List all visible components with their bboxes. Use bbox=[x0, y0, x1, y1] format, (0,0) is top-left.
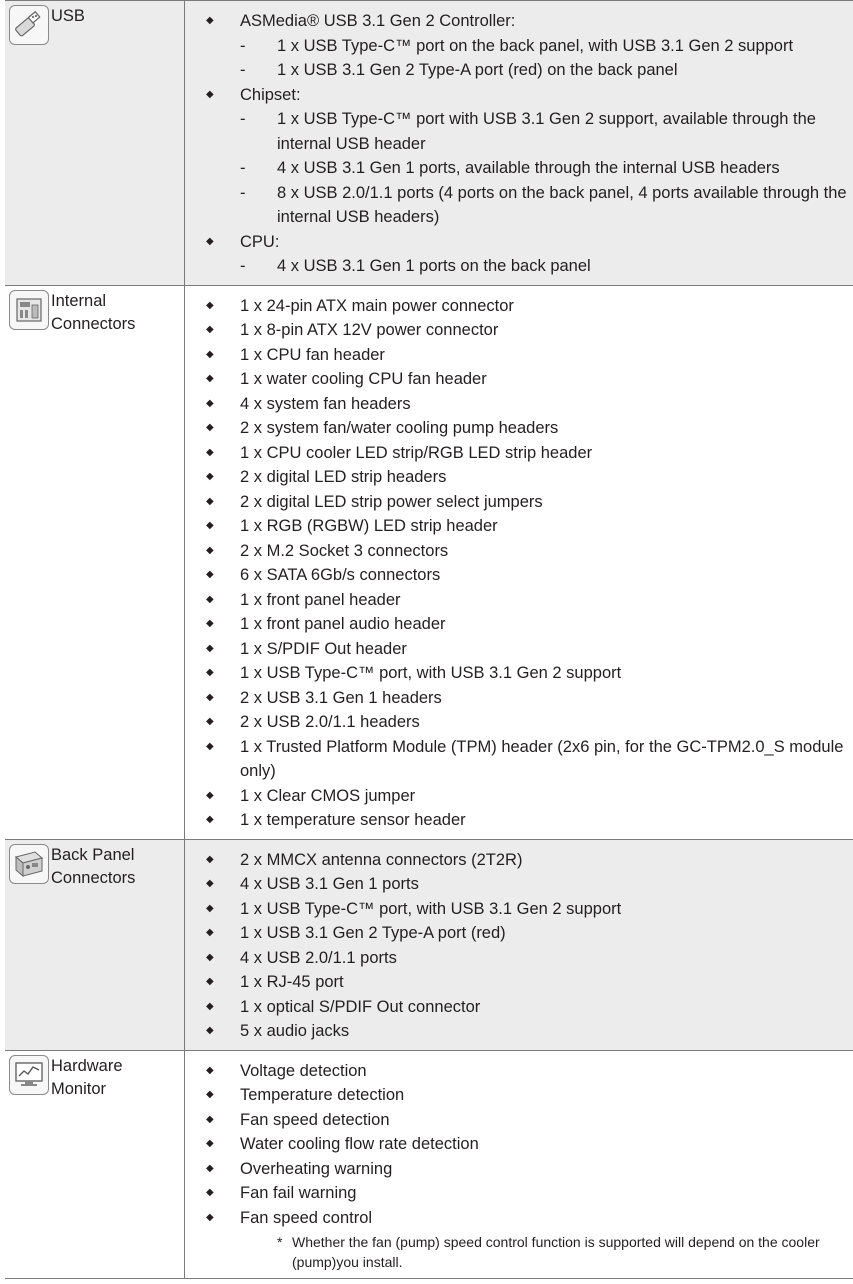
bullet-icon: ◆ bbox=[206, 397, 214, 409]
list-item: ◆ Chipset: - 1 x USB Type-C™ port with USB 3.1 Gen 2 support, available through the internal USB header - 4 x USB 3.1 Gen 1 ports, available through the internal USB headers - 8 x USB 2.0/1.1 ports (4 ports on the back panel, 4 ports available through the internal USB headers) bbox=[203, 83, 853, 230]
sub-list-item: - 4 x USB 3.1 Gen 1 ports on the back panel bbox=[240, 257, 591, 275]
bullet-icon: ◆ bbox=[206, 814, 214, 825]
spec-table bbox=[5, 0, 853, 1279]
list-item: ◆ 1 x RJ-45 port bbox=[203, 970, 853, 995]
back-panel-icon bbox=[9, 844, 49, 884]
list-item: ◆ 2 x digital LED strip power select jumpers bbox=[203, 490, 853, 515]
list-item: ◆ Water cooling flow rate detection bbox=[203, 1132, 853, 1157]
list-item: ◆ 1 x temperature sensor header bbox=[203, 808, 853, 833]
list-item: ◆ 1 x RGB (RGBW) LED strip header bbox=[203, 514, 853, 539]
list-item: ◆ 1 x water cooling CPU fan header bbox=[203, 367, 853, 392]
bullet-icon: ◆ bbox=[206, 15, 214, 26]
footnote: * Whether the fan (pump) speed control function is supported will depend on the cooler (pump)you install. bbox=[277, 1234, 820, 1270]
bullet-icon: ◆ bbox=[206, 740, 214, 752]
bullet-icon: ◆ bbox=[206, 544, 214, 556]
spec-section-usb bbox=[5, 1, 853, 286]
bullet-icon: ◆ bbox=[206, 348, 214, 360]
list-item: ◆ 1 x USB 3.1 Gen 2 Type-A port (red) bbox=[203, 921, 853, 946]
bullet-icon: ◆ bbox=[206, 667, 214, 678]
bullet-icon: ◆ bbox=[206, 1187, 214, 1198]
bullet-icon: ◆ bbox=[206, 324, 214, 335]
list-item: ◆ 4 x system fan headers bbox=[203, 392, 853, 417]
section-label: Hardware Monitor bbox=[51, 1056, 123, 1098]
list-item: ◆ 1 x 8-pin ATX 12V power connector bbox=[203, 318, 853, 343]
monitor-graph-icon bbox=[9, 1055, 49, 1095]
list-item: ◆ 1 x CPU cooler LED strip/RGB LED strip header bbox=[203, 441, 853, 466]
bullet-icon: ◆ bbox=[206, 569, 214, 580]
list-item: ◆ 6 x SATA 6Gb/s connectors bbox=[203, 563, 853, 588]
list-item: ◆ Temperature detection bbox=[203, 1083, 853, 1108]
asterisk-mark: * bbox=[277, 1234, 283, 1250]
bullet-icon: ◆ bbox=[206, 878, 214, 889]
bullet-icon: ◆ bbox=[206, 853, 214, 865]
list-item: ◆ Overheating warning bbox=[203, 1157, 853, 1182]
bullet-icon: ◆ bbox=[206, 1162, 214, 1174]
spec-section-back-panel-connectors bbox=[5, 839, 853, 1050]
bullet-icon: ◆ bbox=[206, 789, 214, 801]
bullet-icon: ◆ bbox=[206, 520, 214, 531]
list-item: ◆ 1 x S/PDIF Out header bbox=[203, 637, 853, 662]
bullet-icon: ◆ bbox=[206, 1113, 214, 1125]
bullet-icon: ◆ bbox=[206, 618, 214, 629]
list-item: ◆ 1 x USB Type-C™ port, with USB 3.1 Gen 2 support bbox=[203, 897, 853, 922]
section-label: USB bbox=[51, 7, 85, 25]
list-item: ◆ 2 x USB 2.0/1.1 headers bbox=[203, 710, 853, 735]
bullet-icon: ◆ bbox=[206, 495, 214, 507]
bullet-icon: ◆ bbox=[206, 642, 214, 654]
bullet-icon: ◆ bbox=[206, 902, 214, 914]
list-item: ◆ 1 x Trusted Platform Module (TPM) header (2x6 pin, for the GC-TPM2.0_S module only) bbox=[203, 735, 853, 784]
list-item: ◆ 1 x front panel audio header bbox=[203, 612, 853, 637]
list-item: ◆ Fan speed control bbox=[203, 1206, 853, 1231]
list-item: ◆ 5 x audio jacks bbox=[203, 1019, 853, 1044]
list-item: ◆ 1 x USB Type-C™ port, with USB 3.1 Gen 2 support bbox=[203, 661, 853, 686]
list-item: ◆ Fan fail warning bbox=[203, 1181, 853, 1206]
section-label: Internal Connectors bbox=[51, 291, 136, 333]
list-item: ◆ 4 x USB 2.0/1.1 ports bbox=[203, 946, 853, 971]
bullet-icon: ◆ bbox=[206, 1025, 214, 1036]
usb-stick-icon bbox=[9, 5, 49, 45]
list-item: ◆ 2 x system fan/water cooling pump headers bbox=[203, 416, 853, 441]
bullet-icon: ◆ bbox=[206, 1211, 214, 1223]
list-item: ◆ 1 x optical S/PDIF Out connector bbox=[203, 995, 853, 1020]
bullet-icon: ◆ bbox=[206, 422, 214, 433]
list-item: ◆ 2 x M.2 Socket 3 connectors bbox=[203, 539, 853, 564]
bullet-icon: ◆ bbox=[206, 1089, 214, 1100]
list-item: ◆ CPU: - 4 x USB 3.1 Gen 1 ports on the back panel bbox=[203, 230, 853, 279]
sub-list-item: - 1 x USB Type-C™ port on the back panel, with USB 3.1 Gen 2 support bbox=[240, 36, 794, 55]
bullet-icon: ◆ bbox=[206, 976, 214, 987]
list-item: ◆ Voltage detection bbox=[203, 1059, 853, 1084]
list-item: ◆ 1 x 24-pin ATX main power connector bbox=[203, 294, 853, 319]
list-item: ◆ 1 x CPU fan header bbox=[203, 343, 853, 368]
bullet-icon: ◆ bbox=[206, 299, 214, 311]
list-item: ◆ 2 x MMCX antenna connectors (2T2R) bbox=[203, 848, 853, 873]
bullet-icon: ◆ bbox=[206, 593, 214, 605]
bullet-icon: ◆ bbox=[206, 1138, 214, 1149]
list-item: ◆ ASMedia® USB 3.1 Gen 2 Controller: - 1 x USB Type-C™ port on the back panel, with USB 3.1 Gen 2 support - 1 x USB 3.1 Gen 2 Type-A port (red) on the back panel bbox=[203, 9, 853, 83]
sub-list-item: - 4 x USB 3.1 Gen 1 ports, available through the internal USB headers bbox=[240, 159, 780, 177]
list-item: ◆ 1 x front panel header bbox=[203, 588, 853, 613]
bullet-icon: ◆ bbox=[206, 1000, 214, 1012]
bullet-icon: ◆ bbox=[206, 951, 214, 963]
sub-list-item: - 8 x USB 2.0/1.1 ports (4 ports on the back panel, 4 ports available through the internal USB headers) bbox=[240, 183, 847, 226]
bullet-icon: ◆ bbox=[206, 1064, 214, 1076]
section-label: Back Panel Connectors bbox=[51, 845, 136, 887]
list-item: ◆ 2 x digital LED strip headers bbox=[203, 465, 853, 490]
bullet-icon: ◆ bbox=[206, 716, 214, 727]
bullet-icon: ◆ bbox=[206, 446, 214, 458]
list-item: ◆ Fan speed detection bbox=[203, 1108, 853, 1133]
motherboard-connector-icon bbox=[9, 290, 49, 330]
bullet-icon: ◆ bbox=[206, 927, 214, 938]
sub-list-item: - 1 x USB Type-C™ port with USB 3.1 Gen 2 support, available through the internal USB header bbox=[240, 110, 816, 153]
bullet-icon: ◆ bbox=[206, 373, 214, 384]
list-item: ◆ 2 x USB 3.1 Gen 1 headers bbox=[203, 686, 853, 711]
sub-list-item: - 1 x USB 3.1 Gen 2 Type-A port (red) on the back panel bbox=[240, 61, 678, 79]
bullet-icon: ◆ bbox=[206, 471, 214, 482]
bullet-icon: ◆ bbox=[206, 88, 214, 100]
bullet-icon: ◆ bbox=[206, 691, 214, 703]
bullet-icon: ◆ bbox=[206, 235, 214, 247]
spec-section-internal-connectors bbox=[5, 285, 853, 839]
list-item: ◆ 1 x Clear CMOS jumper bbox=[203, 784, 853, 809]
spec-section-hardware-monitor bbox=[5, 1050, 853, 1279]
list-item: ◆ 4 x USB 3.1 Gen 1 ports bbox=[203, 872, 853, 897]
